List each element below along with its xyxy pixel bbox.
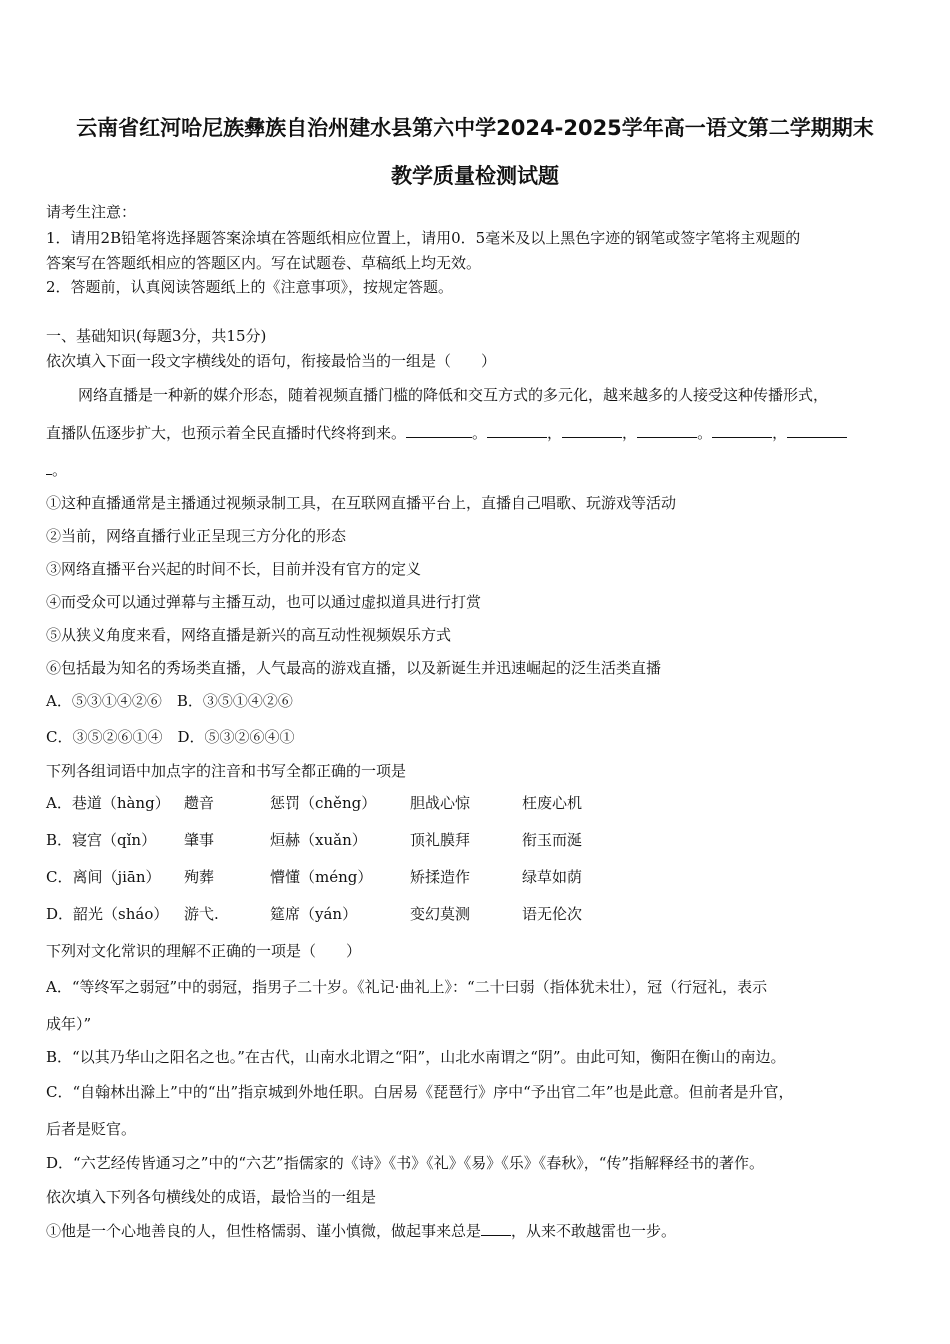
q1-item-6: ⑥包括最为知名的秀场类直播，人气最高的游戏直播，以及新诞生并迅速崛起的泛生活类直播 xyxy=(46,659,662,677)
q3-option-a-line1[interactable]: A．“等终军之弱冠”中的弱冠，指男子二十岁。《礼记·曲礼上》：“二十曰弱（指体犹未壮），冠（行冠礼，表示 xyxy=(46,978,768,996)
q1-item-3: ③网络直播平台兴起的时间不长，目前并没有官方的定义 xyxy=(46,560,422,578)
notice-item1-line2: 答案写在答题纸相应的答题区内。写在试题卷、草稿纸上均无效。 xyxy=(46,254,482,272)
cell: D．韶光（sháo） xyxy=(46,905,169,923)
fill-blank-2[interactable] xyxy=(487,423,547,438)
q3-option-a-line2[interactable]: 成年）” xyxy=(46,1015,92,1033)
exam-title-line2: 教学质量检测试题 xyxy=(391,164,559,188)
punct: 。 xyxy=(472,424,488,442)
q1-stem: 依次填入下面一段文字横线处的语句，衔接最恰当的一组是（ ） xyxy=(46,352,497,370)
punct: 。 xyxy=(697,424,713,442)
q2-option-d[interactable] xyxy=(46,904,582,924)
fill-blank-1[interactable] xyxy=(406,423,472,438)
fill-blank-6[interactable] xyxy=(787,423,847,438)
q4-item-1-text: ①他是一个心地善良的人，但性格懦弱、谨小慎微，做起事来总是 xyxy=(46,1222,482,1240)
cell: 烜赫（xuǎn） xyxy=(270,831,367,849)
cell: 绿草如荫 xyxy=(522,868,583,886)
q3-option-d[interactable]: D．“六艺经传皆通习之”中的“六艺”指儒家的《诗》《书》《礼》《易》《乐》《春秋》，“传”指解释经书的著作。 xyxy=(46,1154,765,1172)
cell: 矫揉造作 xyxy=(410,868,471,886)
q1-options-ab[interactable]: A．⑤③①④②⑥ B．③⑤①④②⑥ xyxy=(46,692,293,710)
fill-blank-3[interactable] xyxy=(562,423,622,438)
fill-blank-5[interactable] xyxy=(712,423,772,438)
cell: A．巷道（hàng） xyxy=(46,794,170,812)
cell: 语无伦次 xyxy=(522,905,583,923)
cell: B．寝宫（qǐn） xyxy=(46,831,157,849)
q1-passage-line1: 网络直播是一种新的媒介形态，随着视频直播门槛的降低和交互方式的多元化，越来越多的人接受这种传播形式， xyxy=(78,386,829,404)
cell: 殉葬 xyxy=(184,868,215,886)
q4-stem: 依次填入下列各句横线处的成语，最恰当的一组是 xyxy=(46,1188,377,1206)
q2-option-c[interactable] xyxy=(46,867,582,887)
section-heading: 一、基础知识(每题3分，共15分) xyxy=(46,327,267,345)
q1-options-cd[interactable]: C．③⑤②⑥①④ D．⑤③②⑥④① xyxy=(46,728,295,746)
q3-stem: 下列对文化常识的理解不正确的一项是（ ） xyxy=(46,942,362,960)
exam-title-line1: 云南省红河哈尼族彝族自治州建水县第六中学2024-2025学年高一语文第二学期期末 xyxy=(76,116,874,140)
cell: 变幻莫测 xyxy=(410,905,471,923)
punct: 。 xyxy=(52,461,68,479)
q1-item-4: ④而受众可以通过弹幕与主播互动，也可以通过虚拟道具进行打赏 xyxy=(46,593,482,611)
q2-stem: 下列各组词语中加点字的注音和书写全都正确的一项是 xyxy=(46,762,407,780)
notice-heading: 请考生注意： xyxy=(46,203,137,221)
cell: 惩罚（chěng） xyxy=(270,794,377,812)
q4-item-1 xyxy=(46,1221,676,1241)
punct: ， xyxy=(772,424,788,442)
cell: 懵懂（méng） xyxy=(270,868,373,886)
punct: ， xyxy=(622,424,638,442)
cell: 顶礼膜拜 xyxy=(410,831,471,849)
cell: 衔玉而涎 xyxy=(522,831,583,849)
punct: ， xyxy=(547,424,563,442)
cell: 胆战心惊 xyxy=(410,794,471,812)
cell: 趱音 xyxy=(184,794,215,812)
q3-option-c-line2[interactable]: 后者是贬官。 xyxy=(46,1120,137,1138)
cell: 筵席（yán） xyxy=(270,905,358,923)
notice-item2: 2．答题前，认真阅读答题纸上的《注意事项》，按规定答题。 xyxy=(46,278,454,296)
fill-blank-q4-1[interactable] xyxy=(481,1221,511,1236)
q1-passage-text: 直播队伍逐步扩大，也预示着全民直播时代终将到来。 xyxy=(46,424,407,442)
q1-item-2: ②当前，网络直播行业正呈现三方分化的形态 xyxy=(46,527,347,545)
notice-item1-line1: 1．请用2B铅笔将选择题答案涂填在答题纸相应位置上，请用0．5毫米及以上黑色字迹的钢笔或签字笔将主观题的 xyxy=(46,229,801,247)
cell: 肇事 xyxy=(184,831,215,849)
q3-option-c-line1[interactable]: C．“自翰林出滁上”中的“出”指京城到外地任职。白居易《琵琶行》序中“予出官二年”也是此意。但前者是升官， xyxy=(46,1083,794,1101)
q1-passage-line3 xyxy=(46,460,67,480)
q1-item-5: ⑤从狭义角度来看，网络直播是新兴的高互动性视频娱乐方式 xyxy=(46,626,452,644)
cell: C．离间（jiān） xyxy=(46,868,161,886)
q1-item-1: ①这种直播通常是主播通过视频录制工具，在互联网直播平台上，直播自己唱歌、玩游戏等活动 xyxy=(46,494,677,512)
cell: 游弋. xyxy=(184,905,219,923)
q2-option-a[interactable] xyxy=(46,793,582,813)
q2-option-b[interactable] xyxy=(46,830,582,850)
fill-blank-4[interactable] xyxy=(637,423,697,438)
q3-option-b[interactable]: B．“以其乃华山之阳名之也。”在古代，山南水北谓之“阳”，山北水南谓之“阴”。由此可知，衡阳在衡山的南边。 xyxy=(46,1048,786,1066)
q4-item-1-text-end: ，从来不敢越雷也一步。 xyxy=(511,1222,677,1240)
cell: 枉废心机 xyxy=(522,794,583,812)
q1-passage-line2 xyxy=(46,423,847,443)
